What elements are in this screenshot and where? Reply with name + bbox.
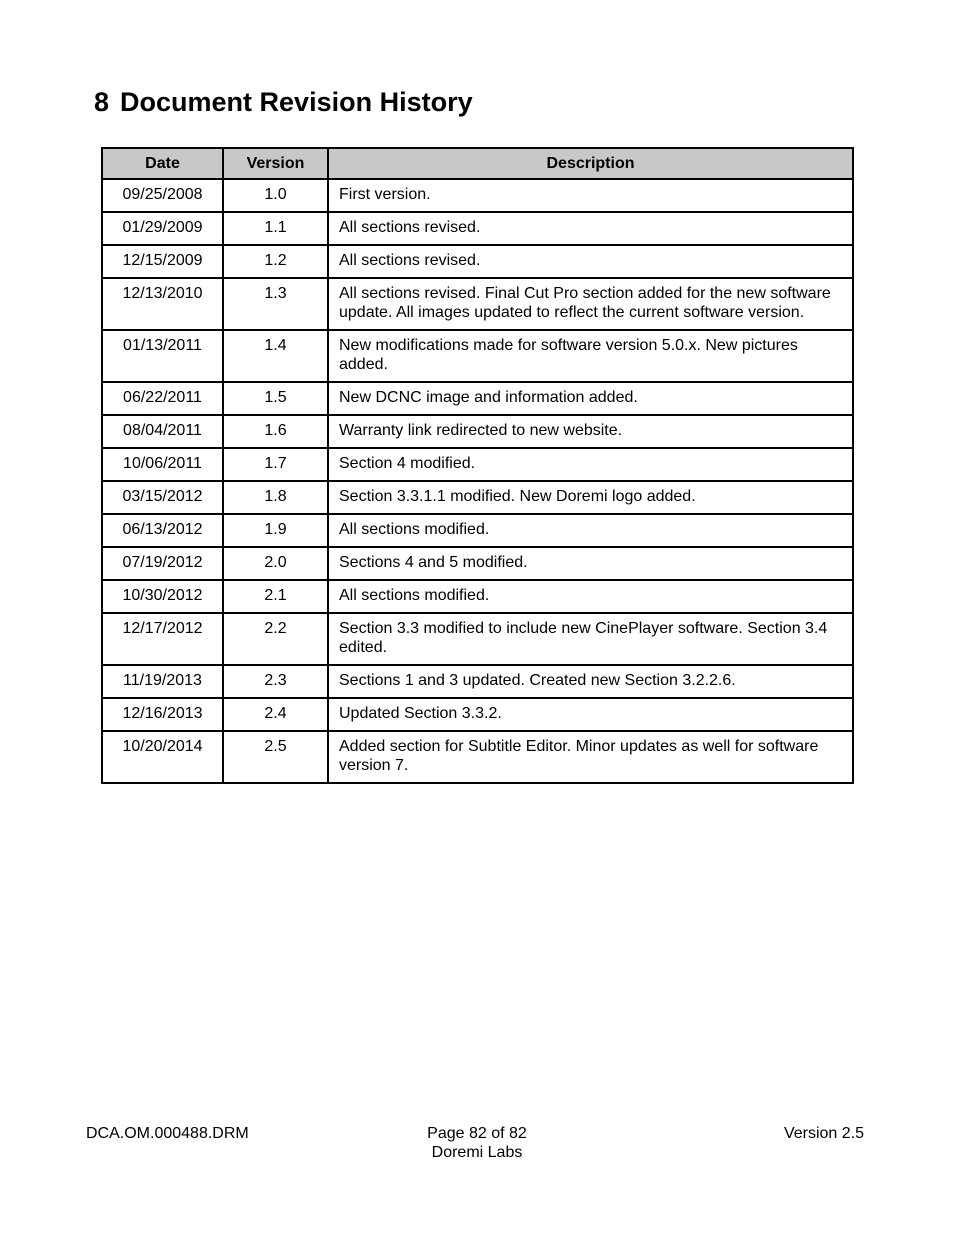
cell-version: 1.6: [223, 415, 328, 448]
cell-version: 2.2: [223, 613, 328, 665]
table-row: [102, 698, 853, 731]
table-row: [102, 665, 853, 698]
cell-description: Section 4 modified.: [328, 448, 853, 481]
table-row: [102, 547, 853, 580]
cell-description: All sections modified.: [328, 580, 853, 613]
table-row: [102, 382, 853, 415]
cell-version: 2.1: [223, 580, 328, 613]
table-header-row: [102, 148, 853, 179]
section-number: 8: [94, 87, 110, 117]
cell-version: 2.0: [223, 547, 328, 580]
cell-date: 10/06/2011: [102, 448, 223, 481]
table-row: [102, 212, 853, 245]
cell-date: 08/04/2011: [102, 415, 223, 448]
page-title: [94, 84, 473, 120]
table-row: [102, 731, 853, 783]
table-body: [102, 179, 853, 783]
section-title: Document Revision History: [120, 87, 473, 117]
cell-date: 12/16/2013: [102, 698, 223, 731]
cell-description: All sections revised.: [328, 212, 853, 245]
table-row: [102, 179, 853, 212]
column-header-date: Date: [102, 148, 223, 179]
cell-version: 1.0: [223, 179, 328, 212]
cell-description: First version.: [328, 179, 853, 212]
table-row: [102, 278, 853, 330]
cell-date: 12/15/2009: [102, 245, 223, 278]
table-row: [102, 514, 853, 547]
cell-version: 1.1: [223, 212, 328, 245]
cell-description: All sections revised. Final Cut Pro section added for the new software update. All images updated to reflect the current software version.: [328, 278, 853, 330]
footer-page-number: Page 82 of 82: [427, 1125, 527, 1142]
cell-version: 2.3: [223, 665, 328, 698]
cell-description: Sections 1 and 3 updated. Created new Section 3.2.2.6.: [328, 665, 853, 698]
cell-description: Added section for Subtitle Editor. Minor updates as well for software version 7.: [328, 731, 853, 783]
footer-doc-id: DCA.OM.000488.DRM: [86, 1125, 249, 1142]
cell-version: 1.4: [223, 330, 328, 382]
cell-description: Warranty link redirected to new website.: [328, 415, 853, 448]
revision-history-table: [101, 147, 854, 784]
cell-version: 1.7: [223, 448, 328, 481]
cell-description: Sections 4 and 5 modified.: [328, 547, 853, 580]
cell-description: Section 3.3 modified to include new CinePlayer software. Section 3.4 edited.: [328, 613, 853, 665]
cell-date: 10/20/2014: [102, 731, 223, 783]
table-row: [102, 580, 853, 613]
cell-version: 1.8: [223, 481, 328, 514]
column-header-description: Description: [328, 148, 853, 179]
cell-date: 10/30/2012: [102, 580, 223, 613]
footer-version: Version 2.5: [783, 1125, 864, 1142]
table-row: [102, 448, 853, 481]
cell-description: Updated Section 3.3.2.: [328, 698, 853, 731]
cell-description: Section 3.3.1.1 modified. New Doremi logo added.: [328, 481, 853, 514]
column-header-version: Version: [223, 148, 328, 179]
cell-version: 2.4: [223, 698, 328, 731]
cell-version: 1.2: [223, 245, 328, 278]
cell-date: 06/22/2011: [102, 382, 223, 415]
cell-date: 03/15/2012: [102, 481, 223, 514]
table-row: [102, 415, 853, 448]
cell-date: 01/13/2011: [102, 330, 223, 382]
cell-description: All sections modified.: [328, 514, 853, 547]
cell-version: 1.3: [223, 278, 328, 330]
cell-description: New modifications made for software version 5.0.x. New pictures added.: [328, 330, 853, 382]
cell-description: All sections revised.: [328, 245, 853, 278]
cell-description: New DCNC image and information added.: [328, 382, 853, 415]
cell-version: 1.5: [223, 382, 328, 415]
table-row: [102, 481, 853, 514]
cell-version: 1.9: [223, 514, 328, 547]
table-row: [102, 613, 853, 665]
cell-date: 01/29/2009: [102, 212, 223, 245]
cell-date: 11/19/2013: [102, 665, 223, 698]
cell-date: 09/25/2008: [102, 179, 223, 212]
table-row: [102, 330, 853, 382]
footer-center: [377, 1124, 577, 1162]
footer-company: Doremi Labs: [431, 1144, 523, 1161]
cell-date: 12/13/2010: [102, 278, 223, 330]
table-row: [102, 245, 853, 278]
cell-date: 07/19/2012: [102, 547, 223, 580]
cell-date: 06/13/2012: [102, 514, 223, 547]
cell-version: 2.5: [223, 731, 328, 783]
cell-date: 12/17/2012: [102, 613, 223, 665]
